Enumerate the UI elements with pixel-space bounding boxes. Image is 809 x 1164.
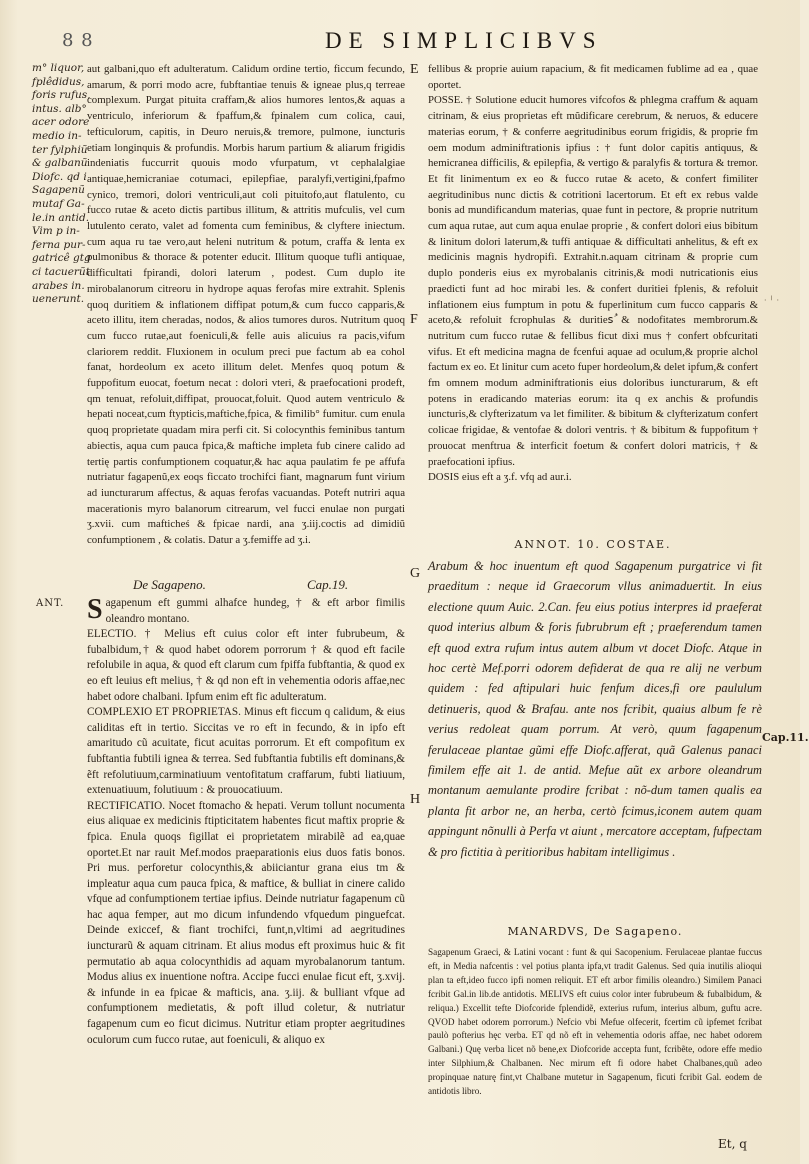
margin-note: Diofc. qd i xyxy=(32,170,87,183)
margin-note: intus. alb° xyxy=(32,102,87,115)
sagapeno-intro-text: agapenum eft gummi alhafce hundeg, † & eft arbor fimilis oleandro montano. xyxy=(105,597,405,625)
margin-note: ter fylphiũ xyxy=(32,143,88,156)
manardus-heading: MANARDVS, De Sagapeno. xyxy=(507,925,683,938)
manardus-body xyxy=(428,946,762,1099)
manardus-text: Sagapenum Graeci, & Latini vocant : funt & qui Sacopenium. Ferulaceae plantae fuccus eft, in Media nafcentis : vel potius planta ipfa,vt tradit Galenus. Sed quia inutilis alioqui plan ta eft,ideo fucco ipfi nomen reliquit. ET eft arbor fimilis oleandro.) Similem Panaci fcribit Gal.in lib.de antidotis. MELIVS eft cuius color inter fubrubeum & fubalbidum, & reliqua.) Excellit tefte Diofcoride fplendidẽ, exterius rufum, interius album, guftu acre. QVOD habet odorem porrorum.) Nefcio vbi Mefue olfecerit, fcertim cũ ipfemet fcribat paulò pofterius hęc verba. ET qd nõ eft in vehementia odoris affae, nec habet odorem Galbani.) Quę verba licet nõ bene,ex Diofcoride accepta funt, fcribẽte, odore effe medio inter Silphium,& Chalbanen. Nec mirum eft fi odore habet Chalbanes,quũ adeo propinquae naturę fint,vt Chalbane mutetur in Sagapenum, ficuti fcribit Gal. eodem de antidotis libro. xyxy=(428,947,762,1097)
electio-paragraph: ELECTIO. † Melius eft cuius color eft inter fubrubeum, & fubalbidum,† & quod habet odorem porrorum † & quod eft facile refolubile in aqua, & quod eft clarum cum fpiffa fubftantia, & quod ex eo eft leuius eft melius, † & qd non eft in vehementia odoris affae,nec habet odore chalbani. Ipfum enim eft fic adulteratum. xyxy=(87,628,405,703)
margin-note: medio in- xyxy=(32,129,82,142)
left-column-lower xyxy=(87,596,405,1048)
sagapeno-intro xyxy=(87,596,405,627)
subsection-name: De Sagapeno. xyxy=(133,577,206,592)
margin-note: gatricê gtg xyxy=(32,252,91,265)
margin-note: le.in antid. xyxy=(32,211,90,224)
folio-number: 8 8 xyxy=(62,30,94,51)
left-column-upper xyxy=(87,62,405,549)
margin-note: ferna pur- xyxy=(32,238,86,251)
margin-note: acer odore xyxy=(32,116,90,129)
margin-note: Sagapenũ xyxy=(32,184,85,197)
right-column-upper xyxy=(428,62,758,486)
section-letter-f: F xyxy=(410,312,418,327)
margin-note: mutaf Ga- xyxy=(32,197,85,210)
margin-note: Vim p in- xyxy=(32,225,80,238)
complexio-paragraph: COMPLEXIO ET PROPRIETAS. Minus eft ficcum q calidum, & eius caliditas eft in tertio. Siccitas ve ro eft in fecundo, & in ipfo eft amaritudo cũ acuitate, ficut acuitas porrorum. Et eft compofitum ex fubftantia fubtili ignea & terrea. Sed fubftantia fubtilis eft dominans,& ẽft refolutiuum,carminatiuum ventofitatum craffarum, fubti liatiuum, extenuatiuum, folutiuum : & prouocatiuum. xyxy=(87,706,405,797)
margin-note: uenerunt. xyxy=(32,293,85,306)
ant-margin-note: ANT. xyxy=(36,598,65,609)
margin-notes xyxy=(32,62,91,307)
margin-note: ci tacuerũt xyxy=(32,265,90,278)
right-margin-chapter: Cap.11. xyxy=(762,731,809,744)
annotation-text: Arabum & hoc inuentum eft quod Sagapenum purgatrice vi fit praeditum : neque id Graecorum vllus animaduertit. In eius electione quum Auic. 2.Can. feu eius potius interpres id praeferat quod interius album & foris fubrubrum eft ; praeferendum tamen eft quod extra rufum intus autem album vt docet Diofc. Atque in hoc certè Mef.porri odorem defiderat de qua re alij ne verbum quidem : fed aftipulari huic fenfum dices,fi ore paululum detinueris, quod & Brafau. ante nos fcribit, quaius album fe rè verius redoleat quam porrum. At verò, quum fagapenum ferulaceae plantae gũmi effe Diofc.afferat, quã Galenus panaci fimilem effe ait 1. de antid. Mefue aũt ex arbore oleandrum montanum aemulante prodire fcribat : nõ-dum tamen qualis ea planta fit arbor ne, an herba, certò fcimus,iconem autem quam appingunt nõnulli à Perfa vt aiunt , mercatore acceptam, fufpectam & pro fictitia à peritioribus habitam intelligimus . xyxy=(428,559,762,859)
section-letter-g: G xyxy=(410,566,421,581)
margin-note: & galbanũ xyxy=(32,157,88,170)
annotation-heading: ANNOT. 10. COSTAE. xyxy=(514,538,672,551)
left-paragraph: aut galbani,quo eft adulteratum. Calidum ordine tertio, ficcum fecundo, amarum, & porri modo acre, fubftantiae tenuis & igneae plus,q terreae complexum. Purgat pituita craffam,& alios humores lentos,& aquas a ventriculo, inferiorum & fpaffum,& fpinalem cum colica, caui, tefticulorum, capitis, in Deuro neruis,& tremore, pulmone, iuncturis etiam longinquis & profundis. Morbis harum partium & aliarum frigidis indeniatis fuccurrit quouis modo vfurpatum, vt cephalalgiae antiquae,hemicraniae cotumaci, epilepfiae, paralyfi,vertigini,fpafmo cynico, tremori, dolori ventriculi,aut coli pituitofo,aut flatulento, cu fucco rutae & aceto dictis partibus illitum, & attritis mufculis, vel cum lutulento cerato, valet ad fomenta cum feminibus, & clyftere iniectum. cum aqua ru tae vero,aut heleni nutritum & potum, craffa & lenta ex pulmonibus & thorace & potenter educit. Illitum quoque tufli antiquae, difficultati fpirandi, dolori laterum , podest. Cum duplo ite mirobalanorum citreoru in hydrope aquas ferofas mire extrahit. Splenis quoq duritiem & inflationem diffipat potum,& cum fucco capparis,& aceto illitu, item cheradas, nodos, & alios tumores duros. Nutritum quoq cum fucco rutae,aut foeniculi,& felle auis alicuius ra pacis,vifum clariorem reddit. Fluxionem in oculum preci pue factum ab ea cohol fanat, hordeolum ex aceto illitum delet. Menfes quoq potum & fuppofitum euocat, foetum necat : dolori vteri, & praefocationi prodeft, qm tenuat, refoluit,diffipat, prouocat,foluit. Quod autem ventriculo & hepati noceat,cum ftypticis,maftiche,fpica, & fimilib° fumitur. cum enula quoq proprietate quadam mira perfi cit. Si colocynthis feminibus tantum abiectis, aqua cum pauca fpica,& maftiche impleta fub cinere calido ad tertię partis confumptionem coquatur,& hac aqua paulatim fe pe affufa nutriatur fagapenũ,ex eoqs ficcato trochifci fiant, magnarum funt virium ad iuncturarum affectus, & aquas ferofas vacuandas. Poteft nutriri aqua macerationis myro balanorum citrearum, vel fucci enulae non purgati ʒ.xvii. cum mafticheś & fpicae nardi, ana ʒ.iij.coctis ad dimidiũ confumptionem , & colatis. Datur a ʒ.femiffe ad ʒ.i. xyxy=(87,63,405,547)
right-paragraph: fellibus & proprie auium rapacium, & fit medicamen fublime ad ea , quae oportet. xyxy=(428,63,758,91)
posse-paragraph: POSSE. † Solutione educit humores vifcofos & phlegma craffum & aquam citrinam, & eius proprietas eft mũdificare cerebrum, & neruos, & educere materias eorum, † & conferre aegritudinibus eorum frigidis, & proprie fm oem modum adminiftrationis ipfius : † funt dolor capitis antiquus, & hemicranea difficilis, & epilepfia, & vertigo & paralyfis & tortura & tremor. Et fit linimentum ex eo & fucco rutae & aceto, & confert fimiliter aegritudinibus nunc dictis & cotritioni lacertorum. Et eft ex rebus valde bonis ad mundificandum materias, quae funt in pectore, & proprie nutritum cum aqua rutae, aut cum aqua enulae proprie , & confert dolori eius bibitum & linitum dolori laterum,& tuffi antiquae & difficultati anhelitus, & eft ex medicinis magnis hydropifi. Extrahit.n.aquam citrinam & proprie cum duplo ponderis eius ex myrobalanis citrinis,& modi nutricationis eius praedicti funt ad hoc mirabi les. & confert duritiei fplenis, & refoluit inflationem eius fumptum in potu & fuperlinitum cum fucco capparis & aceto,& refoluit fcrophulas & duritiesُ & nodofitates membrorum.& nutritum cum fucco rutae & fellibus ficut dixi mus † confert obfcuritati vifus. Et eft medicina magna de fcenfui aquae ad oculum,& proprie alchol factum ex eo. Et linitur cum aceto fuper hordeolum,& delet ipfum,& confert fm omnem modum adminiftrationis eius doloribus iuncturarum, & eft potens in eradicando materias eorum: ita q ex anchis & profundis iuncturis,& clyfterizatum va let fimiliter. & bibitum & clyfterizatum confert colicae frigidae, & ventofae & dolori ventris. † & bibitum & fuppofitum † prouocat menftrua & interficit foetum & confert dolori matricis, † & praefocationi ipfius. xyxy=(428,94,758,468)
section-letter-h: H xyxy=(410,792,421,807)
section-letter-e: E xyxy=(410,62,419,77)
catchword: Et, q xyxy=(718,1137,747,1151)
running-title: DE SIMPLICIBVS xyxy=(325,28,603,53)
margin-note: arabes in. xyxy=(32,279,85,292)
annotation-body xyxy=(428,556,762,862)
margin-note: m° liquor, xyxy=(32,62,85,74)
subsection-heading xyxy=(87,577,405,595)
edge-marks: · ╵ · xyxy=(764,296,779,305)
margin-note: foris rufus, xyxy=(32,89,91,102)
margin-note: fplêdidus, xyxy=(32,75,85,88)
subsection-chapter: Cap.19. xyxy=(307,577,349,592)
page-header xyxy=(0,26,800,56)
dosis-paragraph: DOSIS eius eft a ʒ.f. vfq ad aur.i. xyxy=(428,471,572,484)
rectificatio-paragraph: RECTIFICATIO. Nocet ftomacho & hepati. Verum tollunt nocumenta eius aliquae ex medicinis ftipticitatem habentes ficut maftix proprie & fpica. Enula quoqs figillat ei proprietatem mirabilẽ ad ea,quae oportet.Et nar rauit Mef.modos praeparationis eius duos fatis bonos. Pri mus. perforetur colocynthis,& abiiciantur grana eius tm & impleatur aqua cum pauca fpica, & maftice, & bulliat in cinere calido vfque ad confumptionem tertiae ipfius. Deinde nutriatur fagapenum cũ hac aqua femper, aut mo dicum infundendo vfquedum pinguefcat. Deinde exiccef, & fiant trochifci, funt,n,vltimi ad aegritudines iuncturarũ & aquam citrinam. Et alius modus eft proximus huic & fit permutatio ab aqua colocynthidis ad aquam myrobalanorum tantum. Modus alius ex inuentione noftra. Accipe fucci enulae ficut eft, ʒ.xvij. & infunde in ea fpicae & mafticis, ana. ʒ.iij. & bulliant vfque ad confumptionem medietatis, & poft illud coletur, & nutriatur fagapenum cum eo ficut dicimus. Nutritur etiam propter aegritudines oculorum cum fucco rutae, aut foeniculi, & aliquo ex xyxy=(87,799,405,1046)
drop-cap: S xyxy=(87,594,103,625)
